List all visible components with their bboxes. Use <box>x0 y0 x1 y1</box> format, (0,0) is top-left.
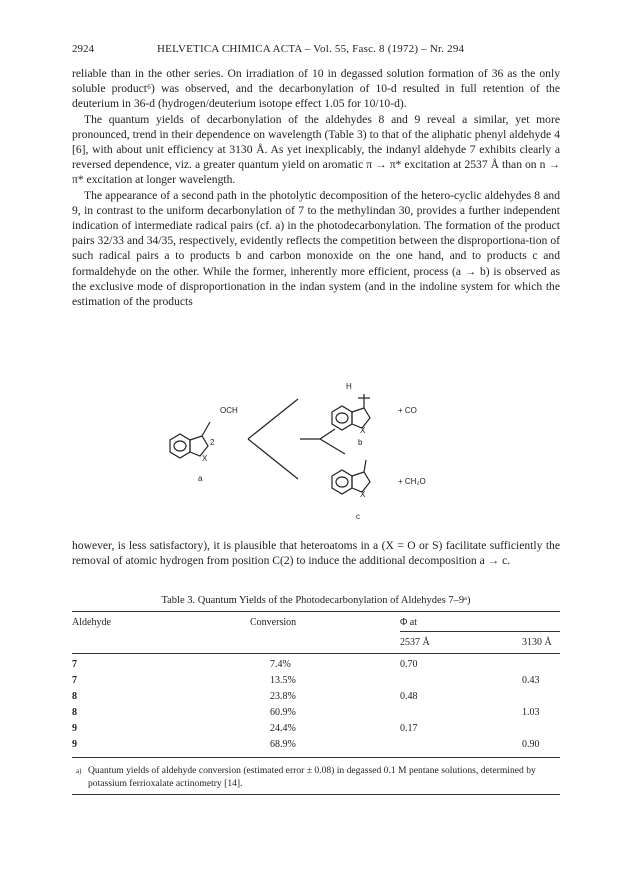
co-label: + CO <box>398 406 417 415</box>
scheme-drawing <box>150 384 480 524</box>
h-label: H <box>346 382 352 391</box>
paragraph-4: however, is less satisfactory), it is plausible that heteroatoms in a (X = O or S) facilitate sufficiently the removal of atomic hydrogen from position C(2) to induce the additional decomposition a → c. <box>72 539 560 568</box>
reaction-arrows <box>248 399 345 479</box>
header-aldehyde: Aldehyde <box>72 617 111 628</box>
reaction-scheme <box>150 384 480 524</box>
table-caption: Table 3. Quantum Yields of the Photodecarbonylation of Aldehydes 7–9ᵃ) <box>161 595 471 606</box>
row-conversion: 23.8% <box>270 691 296 702</box>
footnote-text: Quantum yields of aldehyde conversion (estimated error ± 0.08) in degassed 0.1 M pentane solutions, determined by potassium ferrioxalate actinometry [14]. <box>88 765 536 789</box>
row-aldehyde: 7 <box>72 659 77 670</box>
row-phi-3130: 0.90 <box>522 739 540 750</box>
footnote-mark: a) <box>76 767 82 775</box>
row-phi-2537: 0.48 <box>400 691 418 702</box>
label-a: a <box>198 474 203 483</box>
row-aldehyde: 7 <box>72 675 77 686</box>
header-2537: 2537 Å <box>400 637 430 648</box>
header-conversion: Conversion <box>250 617 297 628</box>
structure-c <box>332 460 370 494</box>
x-label-a: X <box>202 454 208 463</box>
page-number: 2924 <box>72 43 94 55</box>
row-conversion: 24.4% <box>270 723 296 734</box>
header-phi: Φ at <box>400 617 418 628</box>
structure-a <box>170 422 210 458</box>
table-header-rule <box>72 653 560 654</box>
table-footnote <box>72 765 560 790</box>
position-label: 2 <box>210 438 215 447</box>
running-head: HELVETICA CHIMICA ACTA – Vol. 55, Fasc. 8 (1972) – Nr. 294 <box>157 43 465 55</box>
row-aldehyde: 8 <box>72 707 77 718</box>
header-3130: 3130 Å <box>522 637 552 648</box>
row-phi-2537: 0.17 <box>400 723 418 734</box>
footnote-rule <box>72 794 560 795</box>
row-conversion: 68.9% <box>270 739 296 750</box>
row-aldehyde: 9 <box>72 723 77 734</box>
after-scheme-text <box>72 538 560 568</box>
x-label-c: X <box>360 490 366 499</box>
row-conversion: 7.4% <box>270 659 291 670</box>
row-conversion: 60.9% <box>270 707 296 718</box>
ch2o-label: + CH₂O <box>398 477 426 486</box>
label-c: c <box>356 512 360 521</box>
row-aldehyde: 9 <box>72 739 77 750</box>
table-bottom-rule <box>72 757 560 758</box>
row-phi-2537: 0.70 <box>400 659 418 670</box>
paragraph-3: The appearance of a second path in the photolytic decomposition of the hetero-cyclic aldehydes 8 and 9, in contrast to the uniform decarbonylation of 7 to the methylindan 30, provides a further independent indication of intermediate radical pairs (cf. a) in the photodecarbonylation. The formation of the product pairs 32/33 and 34/35, respectively, evidently reflects the competition between the disproportiona-tion of such radical pairs a to products b and carbon monoxide on the one hand, and to products c and formaldehyde on the other. While the former, inherently more efficient, process (a → b) is observed as the exclusive mode of disproportionation in the indan system (and in the indoline system for which the estimation of the products <box>72 188 560 309</box>
och-label: OCH <box>220 406 238 415</box>
row-conversion: 13.5% <box>270 675 296 686</box>
main-text <box>72 66 560 309</box>
paragraph-2: The quantum yields of decarbonylation of the aldehydes 8 and 9 reveal a similar, yet more pronounced, trend in their dependence on wavelength (Table 3) to that of the aliphatic phenyl aldehyde 4 [6], with about unit efficiency at 3130 Å. As yet inexplicably, the indanyl aldehyde 7 exhibits clearly a reversed dependence, viz. a greater quantum yield on aromatic π → π* excitation at 2537 Å than on n → π* excitation at longer wavelength. <box>72 112 560 187</box>
x-label-b: X <box>360 426 366 435</box>
paragraph-1: reliable than in the other series. On irradiation of 10 in degassed solution formation of 36 as the only soluble product⁶) was observed, and the decarbonylation of 10-d resulted in full retention of the deuterium in 36-d (hydrogen/deuterium isotope effect 1.05 for 10/10-d). <box>72 67 560 111</box>
phi-subrule <box>400 631 560 632</box>
row-phi-3130: 1.03 <box>522 707 540 718</box>
structure-b <box>332 394 370 430</box>
row-phi-3130: 0.43 <box>522 675 540 686</box>
row-aldehyde: 8 <box>72 691 77 702</box>
table-top-rule <box>72 611 560 612</box>
label-b: b <box>358 438 363 447</box>
